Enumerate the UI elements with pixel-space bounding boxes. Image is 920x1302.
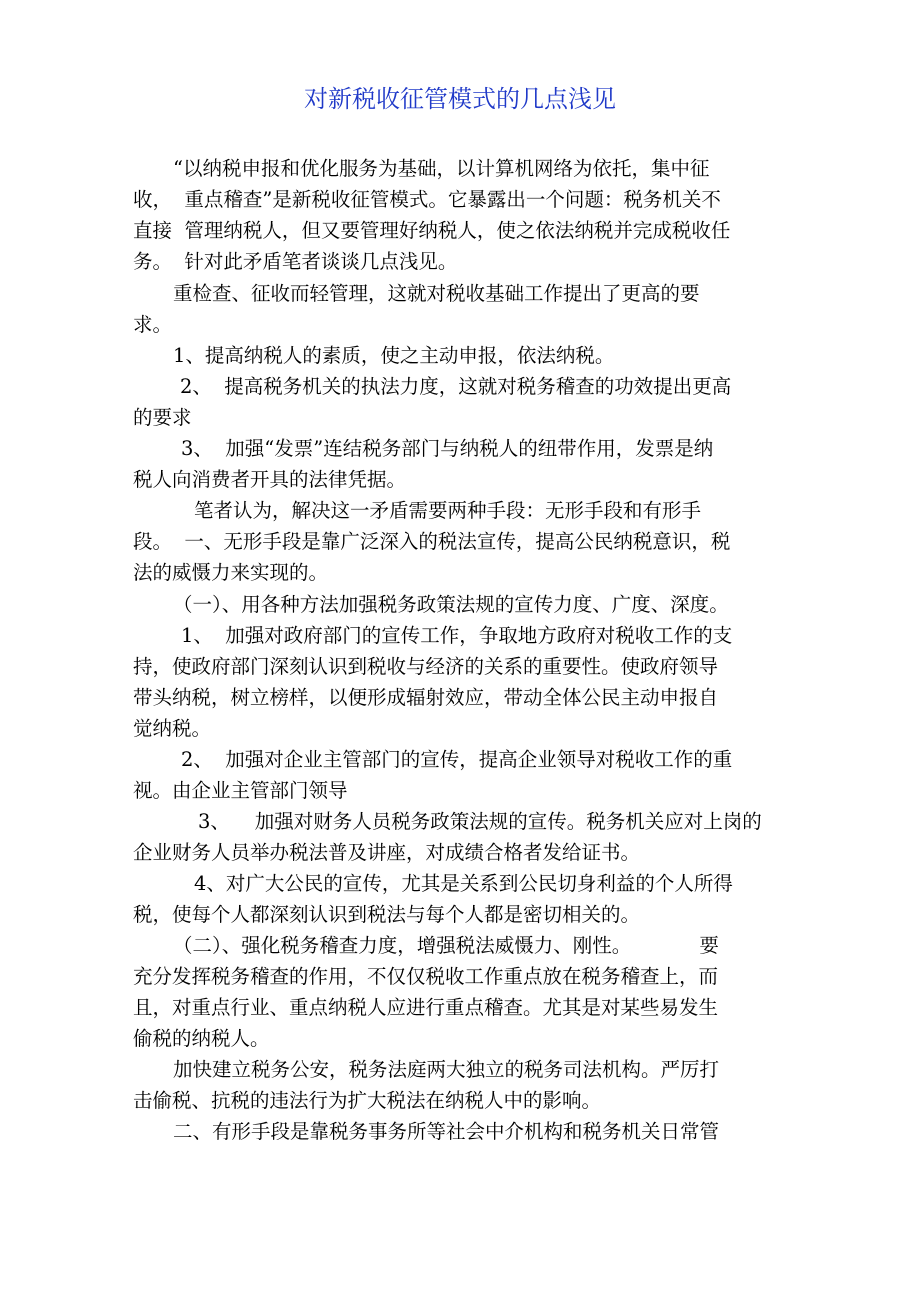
paragraph-line: 3、 加强“发票”连结税务部门与纳税人的纽带作用，发票是纳 bbox=[181, 437, 714, 460]
paragraph-line: 加快建立税务公安，税务法庭两大独立的税务司法机构。严厉打 bbox=[173, 1058, 720, 1081]
paragraph-line: 笔者认为，解决这一矛盾需要两种手段：无形手段和有形手 bbox=[194, 499, 702, 522]
paragraph-line: 充分发挥税务稽查的作用，不仅仅税收工作重点放在税务稽查上，而 bbox=[133, 965, 719, 988]
paragraph-line: 法的威慑力来实现的。 bbox=[133, 561, 329, 584]
paragraph-line: 1、提高纳税人的素质，使之主动申报，依法纳税。 bbox=[173, 344, 615, 367]
paragraph-line: 带头纳税，树立榜样，以便形成辐射效应，带动全体公民主动申报自 bbox=[133, 686, 719, 709]
paragraph-line: 偷税的纳税人。 bbox=[133, 1027, 270, 1050]
paragraph-line: 务。 针对此矛盾笔者谈谈几点浅见。 bbox=[133, 250, 458, 273]
paragraph-line: （一）、用各种方法加强税务政策法规的宣传力度、广度、深度。 bbox=[173, 593, 729, 616]
paragraph-line: 税，使每个人都深刻认识到税法与每个人都是密切相关的。 bbox=[133, 903, 641, 926]
paragraph-line: 收， 重点稽查”是新税收征管模式。它暴露出一个问题：税务机关不 bbox=[133, 188, 721, 211]
paragraph-line: 持，使政府部门深刻认识到税收与经济的关系的重要性。使政府领导 bbox=[133, 655, 719, 678]
paragraph-line: 直接 管理纳税人，但又要管理好纳税人，使之依法纳税并完成税收任 bbox=[133, 219, 731, 242]
paragraph-line: 2、 加强对企业主管部门的宣传，提高企业领导对税收工作的重 bbox=[181, 748, 733, 771]
paragraph-line: 税人向消费者开具的法律凭据。 bbox=[133, 468, 407, 491]
paragraph-line: 重检查、征收而轻管理，这就对税收基础工作提出了更高的要 bbox=[173, 282, 700, 305]
paragraph-line: 求。 bbox=[133, 313, 173, 336]
paragraph-line: 1、 加强对政府部门的宣传工作，争取地方政府对税收工作的支 bbox=[181, 624, 733, 647]
paragraph-line: 的要求 bbox=[133, 406, 192, 429]
paragraph-line: 段。 一、无形手段是靠广泛深入的税法宣传，提高公民纳税意识，税 bbox=[133, 530, 731, 553]
paragraph-line: （二）、强化税务稽查力度，增强税法威慑力、刚性。 要 bbox=[173, 934, 719, 957]
paragraph-line: 2、 提高税务机关的执法力度，这就对税务稽查的功效提出更高 bbox=[180, 375, 732, 398]
paragraph-line: 二、有形手段是靠税务事务所等社会中介机构和税务机关日常管 bbox=[173, 1120, 720, 1143]
paragraph-line: “以纳税申报和优化服务为基础，以计算机网络为依托，集中征 bbox=[173, 157, 710, 180]
document-title: 对新税收征管模式的几点浅见 bbox=[304, 85, 616, 113]
paragraph-line: 击偷税、抗税的违法行为扩大税法在纳税人中的影响。 bbox=[133, 1089, 602, 1112]
paragraph-line: 4、对广大公民的宣传，尤其是关系到公民切身利益的个人所得 bbox=[194, 872, 733, 895]
paragraph-line: 3、 加强对财务人员税务政策法规的宣传。税务机关应对上岗的 bbox=[198, 810, 762, 833]
paragraph-line: 觉纳税。 bbox=[133, 717, 212, 740]
paragraph-line: 企业财务人员举办税法普及讲座，对成绩合格者发给证书。 bbox=[133, 841, 641, 864]
paragraph-line: 且，对重点行业、重点纳税人应进行重点稽查。尤其是对某些易发生 bbox=[133, 996, 719, 1019]
paragraph-line: 视。由企业主管部门领导 bbox=[133, 779, 348, 802]
